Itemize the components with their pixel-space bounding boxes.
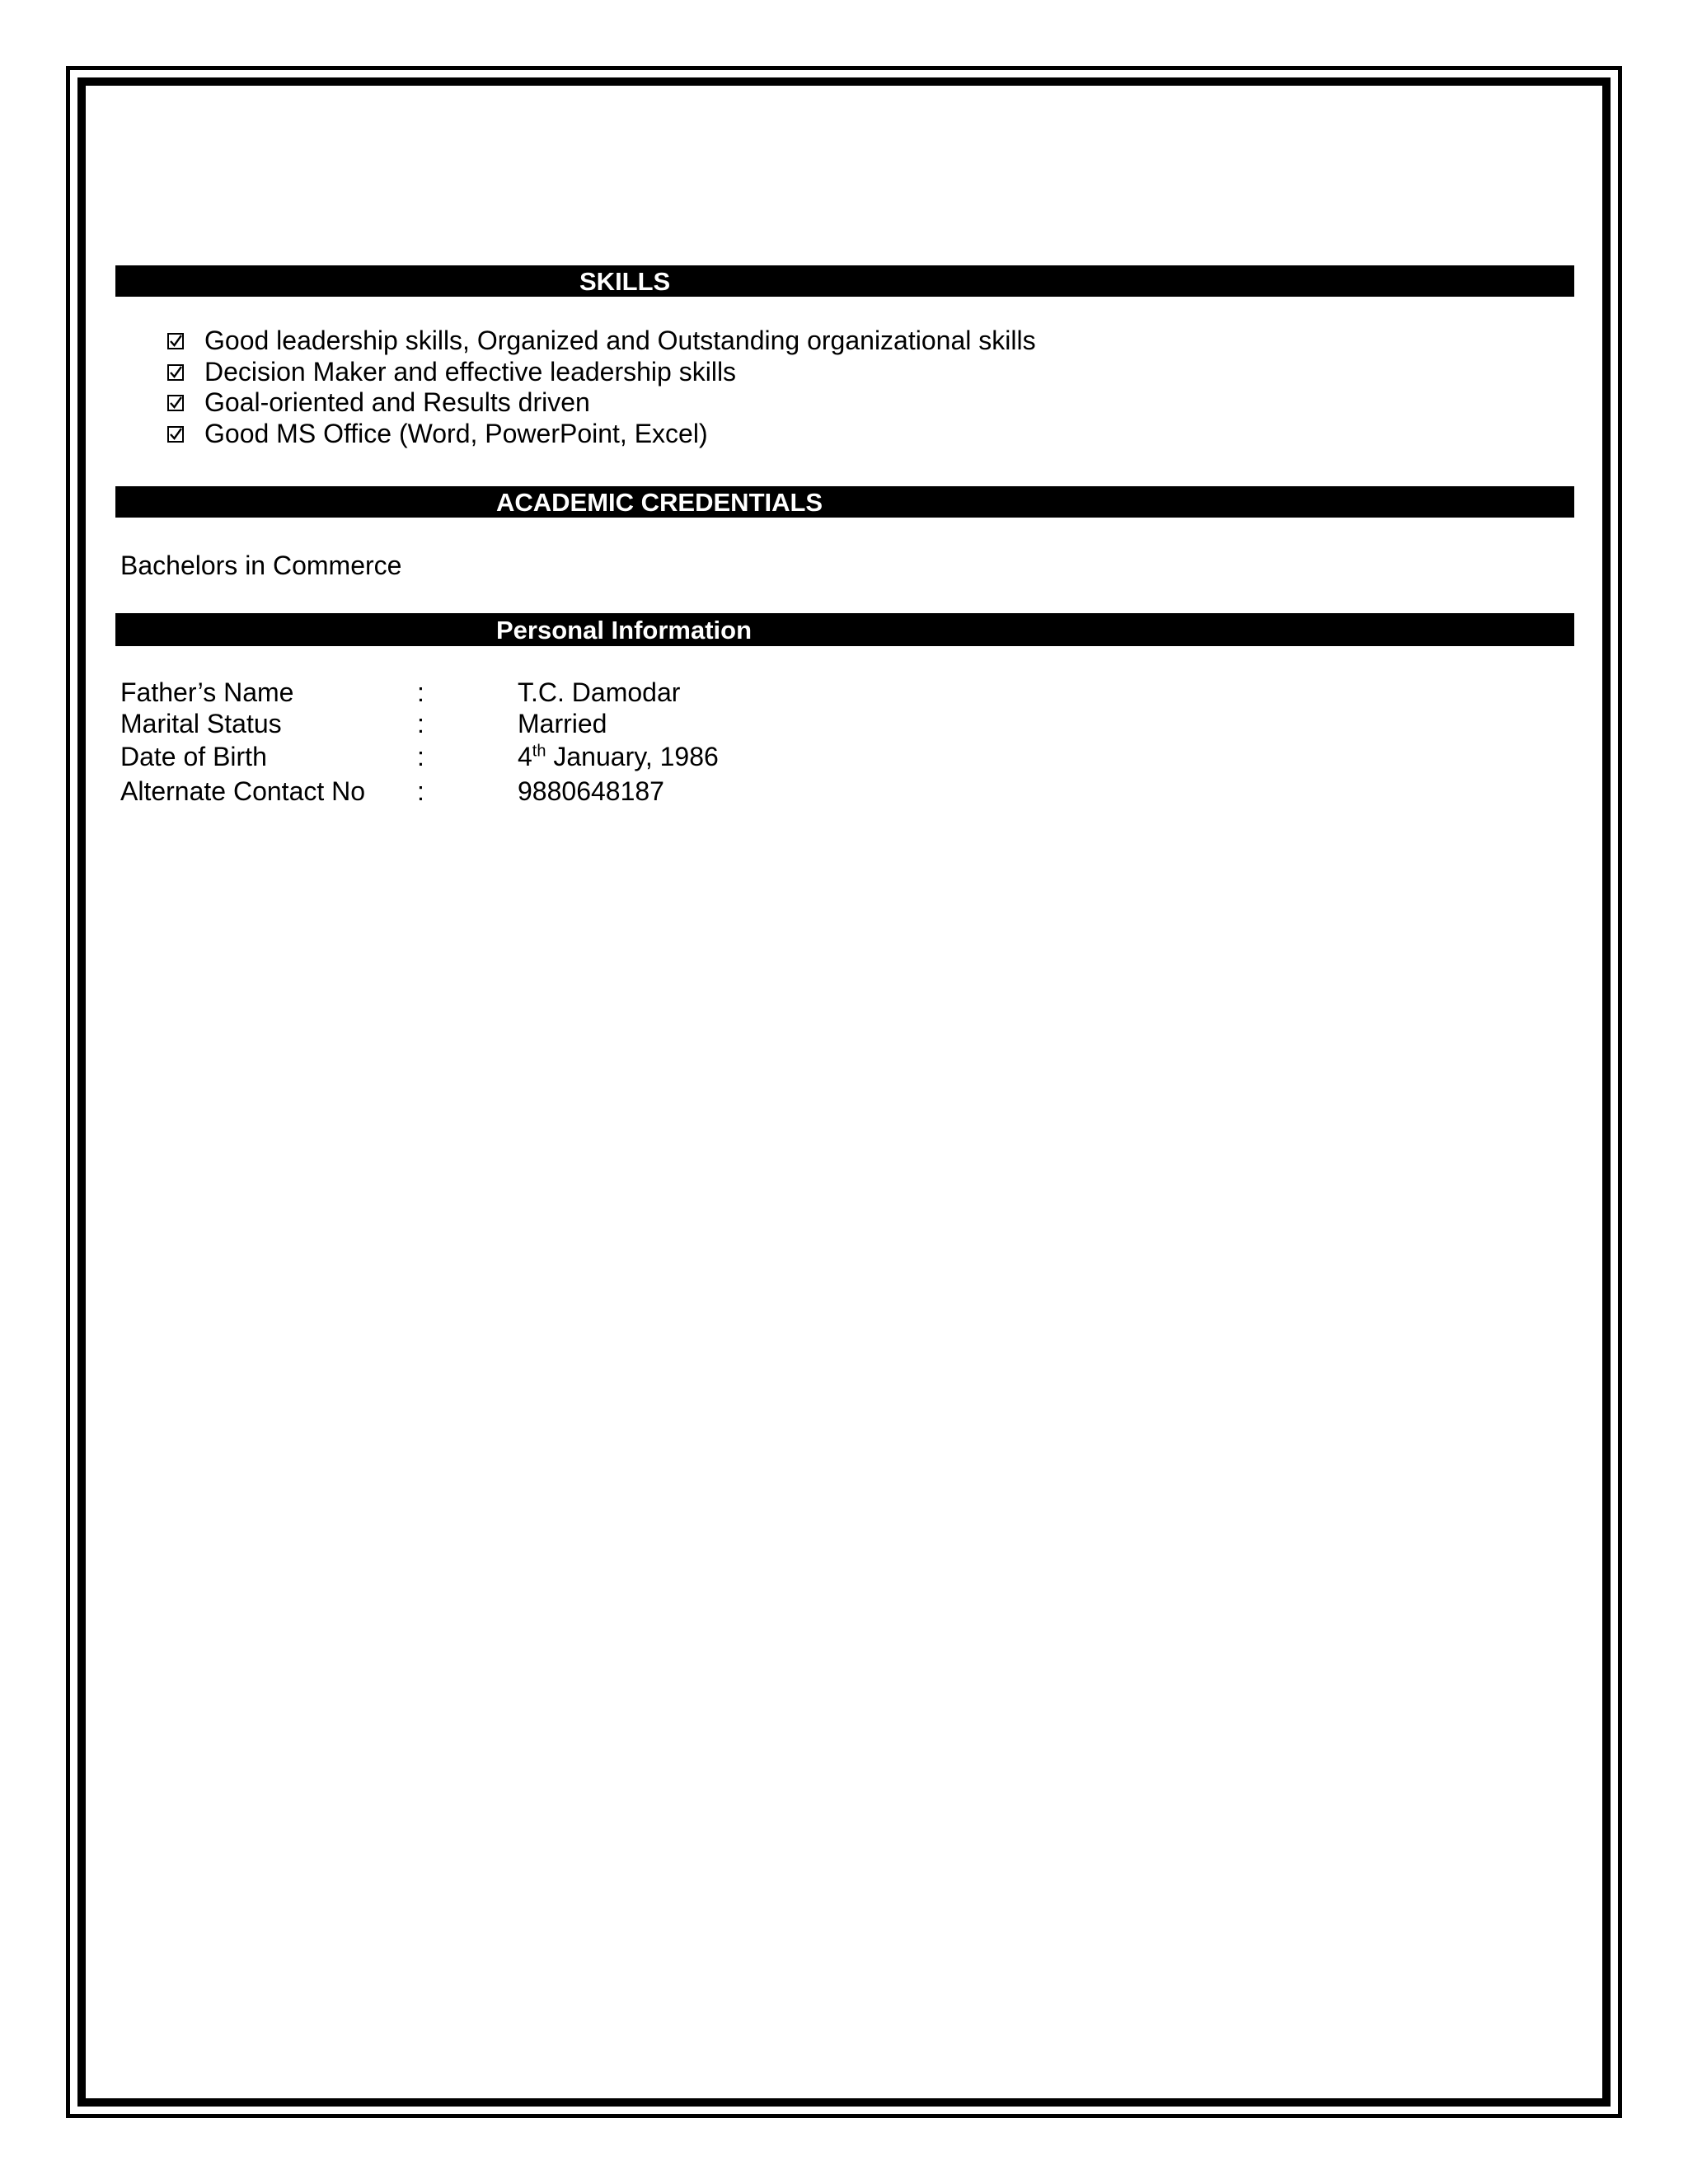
skills-section-header — [115, 265, 1574, 297]
skill-item — [167, 387, 1036, 419]
info-value: T.C. Damodar — [518, 677, 681, 707]
info-label: Father’s Name — [120, 677, 294, 707]
academic-section-header — [115, 486, 1574, 518]
info-separator: : — [417, 709, 424, 738]
info-value: 9880648187 — [518, 776, 664, 806]
info-separator: : — [417, 677, 424, 707]
dob-day: 4 — [518, 742, 532, 771]
skills-list — [167, 326, 1036, 450]
personal-section-title: Personal Information — [496, 616, 753, 644]
personal-section-header — [115, 613, 1574, 646]
info-value — [518, 742, 719, 772]
skill-text: Good leadership skills, Organized and Outstanding organizational skills — [204, 326, 1036, 355]
info-label: Marital Status — [120, 709, 282, 738]
info-value: Married — [518, 709, 607, 738]
info-row-marital-status — [120, 709, 1109, 742]
skill-item — [167, 419, 1036, 450]
academic-degree: Bachelors in Commerce — [120, 551, 402, 580]
academic-section-title: ACADEMIC CREDENTIALS — [496, 488, 823, 517]
skills-section-title: SKILLS — [579, 267, 671, 296]
skill-item — [167, 326, 1036, 357]
checkbox-checked-icon — [167, 395, 184, 411]
checkbox-checked-icon — [167, 426, 184, 443]
skill-text: Goal-oriented and Results driven — [204, 387, 590, 418]
checkbox-checked-icon — [167, 333, 184, 349]
info-row-date-of-birth — [120, 742, 1109, 775]
skill-item — [167, 357, 1036, 388]
info-separator: : — [417, 742, 424, 771]
skill-text: Decision Maker and effective leadership skills — [204, 356, 737, 387]
info-row-alternate-contact — [120, 776, 1109, 809]
info-separator: : — [417, 776, 424, 806]
info-row-fathers-name — [120, 677, 1109, 710]
info-label: Alternate Contact No — [120, 776, 366, 806]
skill-text: Good MS Office (Word, PowerPoint, Excel) — [204, 419, 708, 449]
checkbox-checked-icon — [167, 364, 184, 381]
info-label: Date of Birth — [120, 742, 267, 771]
dob-month-year: January, 1986 — [546, 742, 719, 771]
dob-ordinal-suffix: th — [532, 742, 546, 761]
